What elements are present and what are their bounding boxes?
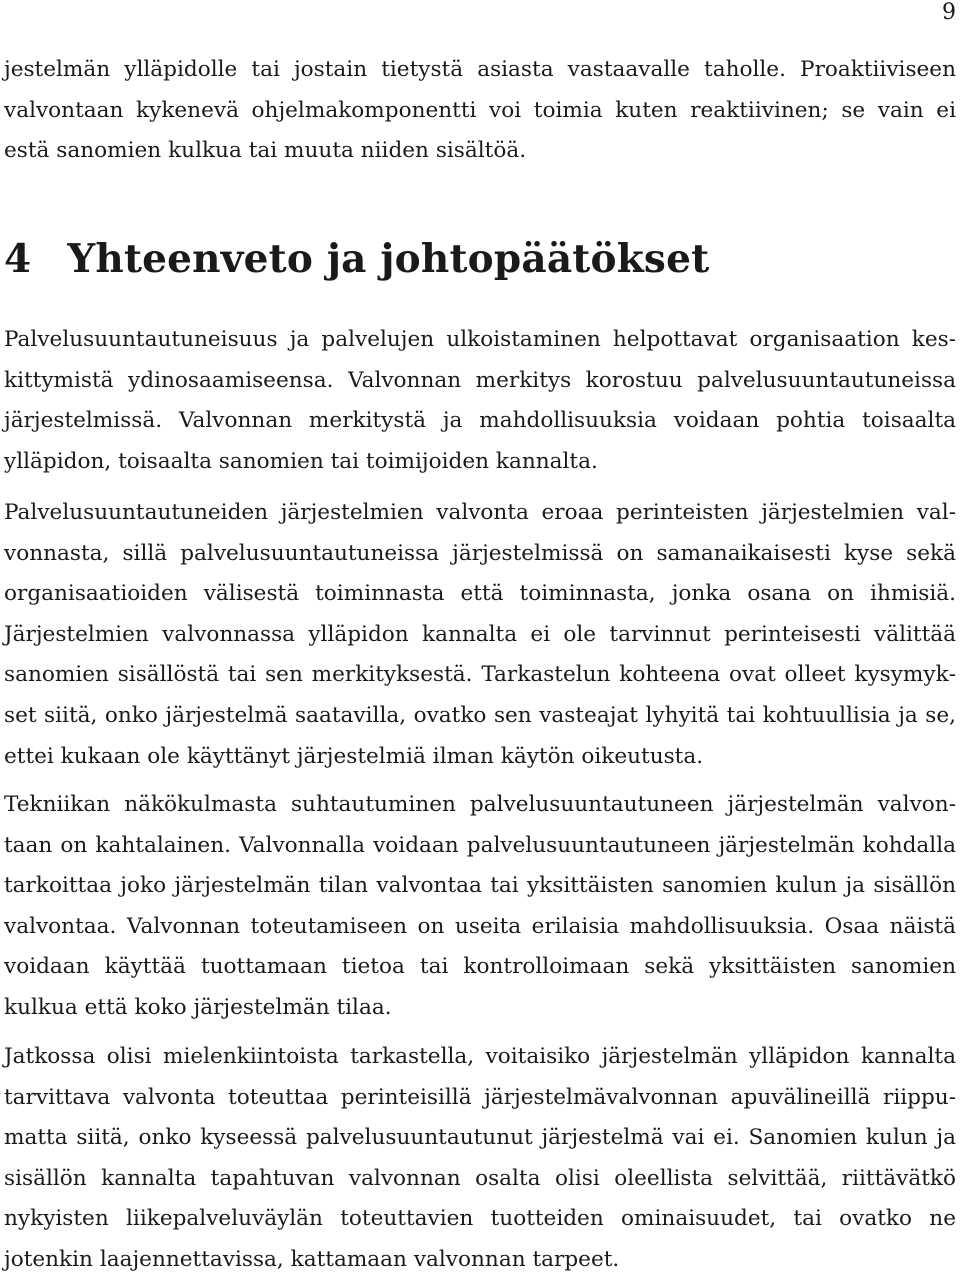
page-number: 9 [942,0,956,25]
paragraph-technical-viewpoint: Tekniikan näkökulmasta suhtautuminen palvelusuuntautuneen järjestelmän valvontaan on kahtalainen. Valvonnalla voidaan palvelusuuntautuneen järjestelmän kohdalla tarkoittaa joko järjestelmän tilan valvontaa tai yksittäisten sanomien kulun ja sisällön valvontaa. Valvonnan toteutamiseen on useita erilaisia mahdollisuuksia. Osaa näistä voidaan käyttää tuottamaan tietoa tai kontrolloimaan sekä yksittäisten sanomien kulkua että koko järjestelmän tilaa. [4,792,956,1020]
section-title: Yhteenveto ja johtopäätökset [67,236,710,282]
section-number: 4 [4,236,32,282]
paragraph-future-work: Jatkossa olisi mielenkiintoista tarkastella, voitaisiko järjestelmän ylläpidon kannalta tarvittava valvonta toteuttaa perinteisillä järjestelmävalvonnan apuvälineillä riippumatta siitä, onko kyseessä palvelusuuntautunut järjestelmä vai ei. Sanomien kulun ja sisällön kannalta tapahtuvan valvonnan osalta olisi oleellista selvittää, riittävätkö nykyisten liikepalveluväylän toteuttavien tuotteiden ominaisuudet, tai ovatko ne jotenkin laajennettavissa, kattamaan valvonnan tarpeet. [4,1044,956,1272]
section-heading [4,234,956,284]
paragraph-monitoring-differences: Palvelusuuntautuneiden järjestelmien valvonta eroaa perinteisten järjestelmien valvonnasta, sillä palvelusuuntautuneissa järjestelmissä on samanaikaisesti kyse sekä organisaatioiden välisestä toiminnasta että toiminnasta, jonka osana on ihmisiä. Järjestelmien valvonnassa ylläpidon kannalta ei ole tarvinnut perinteisesti välittää sanomien sisällöstä tai sen merkityksestä. Tarkastelun kohteena ovat olleet kysymykset siitä, onko järjestelmä saatavilla, ovatko sen vasteajat lyhyitä tai kohtuullisia ja se, ettei kukaan ole käyttänyt järjestelmiä ilman käytön oikeutusta. [4,500,956,769]
paragraph-intro: Palvelusuuntautuneisuus ja palvelujen ulkoistaminen helpottavat organisaation keskittymistä ydinosaamiseensa. Valvonnan merkitys korostuu palvelusuuntautuneissa järjestelmissä. Valvonnan merkitystä ja mahdollisuuksia voidaan pohtia toisaalta ylläpidon, toisaalta sanomien tai toimijoiden kannalta. [4,327,956,474]
paragraph-continuation: jestelmän ylläpidolle tai jostain tietystä asiasta vastaavalle taholle. Proaktiiviseen valvontaan kykenevä ohjelmakomponentti voi toimia kuten reaktiivinen; se vain ei estä sanomien kulkua tai muuta niiden sisältöä. [4,57,956,164]
